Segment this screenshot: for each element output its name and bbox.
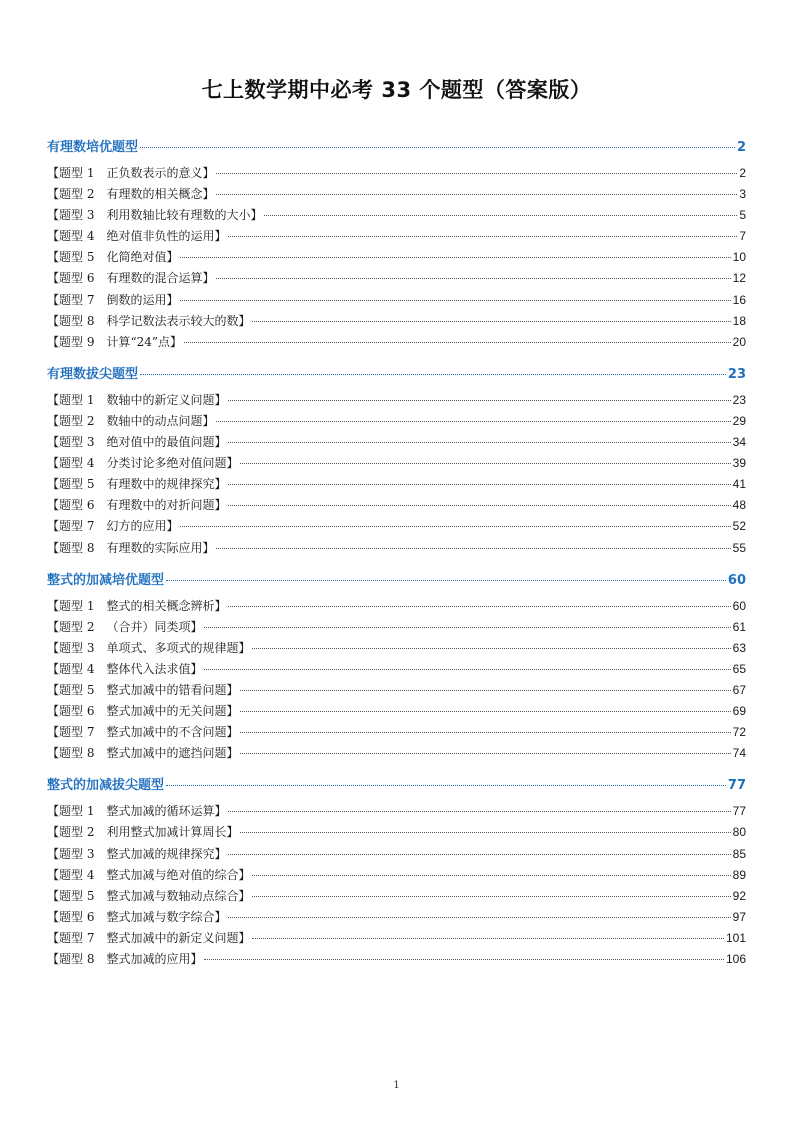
spacer (94, 435, 106, 449)
toc-item[interactable] (47, 496, 746, 517)
toc-item-label: 【题型 2 (47, 825, 95, 840)
toc-item-text: 计算“24”点】 (106, 334, 182, 349)
spacer (94, 166, 106, 180)
spacer (94, 187, 106, 201)
toc-item-label: 【题型 5 (47, 888, 95, 903)
dot-leader (228, 811, 730, 812)
dot-leader (204, 627, 730, 628)
toc-item-page: 7 (739, 229, 746, 244)
toc-item-label: 【题型 4 (47, 867, 95, 882)
toc-item-page: 5 (739, 208, 746, 223)
dot-leader (240, 711, 730, 712)
spacer (94, 314, 106, 328)
toc-item[interactable] (47, 227, 746, 248)
toc-item-text: 有理数的相关概念】 (106, 187, 215, 202)
toc-item-text: 整式加减与数字综合】 (106, 909, 227, 924)
toc-item[interactable] (47, 618, 746, 639)
toc-item-text: 整式加减中的遮挡问题】 (106, 746, 239, 761)
toc-item-page: 72 (732, 725, 746, 740)
spacer (94, 498, 106, 512)
spacer (94, 889, 106, 903)
spacer (94, 804, 106, 818)
toc-item-label: 【题型 4 (47, 229, 95, 244)
toc-item-text: 化简绝对值】 (106, 250, 179, 265)
toc-item[interactable] (47, 887, 746, 908)
toc-item-label: 【题型 2 (47, 413, 95, 428)
toc-item[interactable] (47, 929, 746, 950)
toc-item[interactable] (47, 723, 746, 744)
toc-item-page: 16 (732, 292, 746, 307)
spacer (94, 868, 106, 882)
toc-item[interactable] (47, 164, 746, 185)
toc-item-page: 77 (732, 804, 746, 819)
toc-item-page: 85 (732, 846, 746, 861)
dot-leader (228, 606, 730, 607)
toc-item-label: 【题型 8 (47, 540, 95, 555)
toc-section-title: 整式的加减培优题型 (47, 572, 165, 588)
toc-item-page: 34 (732, 435, 746, 450)
spacer (94, 456, 106, 470)
toc-item-text: 有理数中的对折问题】 (106, 498, 227, 513)
toc-item-page: 97 (732, 909, 746, 924)
spacer (94, 662, 106, 676)
toc-item-text: 科学记数法表示较大的数】 (106, 313, 251, 328)
dot-leader (240, 753, 730, 754)
toc-item-label: 【题型 5 (47, 250, 95, 265)
dot-leader (216, 548, 730, 549)
spacer (94, 293, 106, 307)
dot-leader (204, 959, 724, 960)
toc-item-page: 89 (732, 867, 746, 882)
toc-item-text: 数轴中的动点问题】 (106, 413, 215, 428)
dot-leader (216, 278, 730, 279)
toc-item-text: 整式加减的循环运算】 (106, 804, 227, 819)
toc-item-text: 数轴中的新定义问题】 (106, 392, 227, 407)
toc-item-text: 单项式、多项式的规律题】 (106, 640, 251, 655)
spacer (94, 746, 106, 760)
toc-item-label: 【题型 1 (47, 598, 95, 613)
toc-item[interactable] (47, 333, 746, 354)
toc-item-page: 12 (732, 271, 746, 286)
toc-item-label: 【题型 2 (47, 187, 95, 202)
spacer (94, 952, 106, 966)
toc-item-text: 有理数的实际应用】 (106, 540, 215, 555)
toc-section-page: 60 (727, 572, 746, 588)
toc-section-title: 有理数培优题型 (47, 140, 139, 155)
toc-item-page: 29 (732, 413, 746, 428)
toc-item-page: 55 (732, 540, 746, 555)
toc-item[interactable] (47, 866, 746, 887)
toc-item-label: 【题型 3 (47, 208, 95, 223)
spacer (94, 271, 106, 285)
spacer (94, 641, 106, 655)
toc-item-page: 65 (732, 661, 746, 676)
toc-item-text: 整式加减的规律探究】 (106, 846, 227, 861)
toc-item[interactable] (47, 517, 746, 538)
toc-item-label: 【题型 1 (47, 804, 95, 819)
toc-item-label: 【题型 7 (47, 930, 95, 945)
dot-leader (228, 442, 730, 443)
toc-item-text: 分类讨论多绝对值问题】 (106, 456, 239, 471)
dot-leader (228, 505, 730, 506)
toc-item-text: 整式加减中的新定义问题】 (106, 930, 251, 945)
dot-leader (140, 147, 735, 148)
toc-item[interactable] (47, 681, 746, 702)
spacer (94, 847, 106, 861)
toc-item-label: 【题型 8 (47, 746, 95, 761)
dot-leader (264, 215, 737, 216)
page-number: 1 (393, 1080, 400, 1091)
toc-item-label: 【题型 7 (47, 292, 95, 307)
dot-leader (240, 463, 730, 464)
toc-section-page: 77 (727, 778, 746, 794)
toc-item-page: 60 (732, 598, 746, 613)
toc-item[interactable] (47, 412, 746, 433)
spacer (94, 208, 106, 222)
toc-item-label: 【题型 5 (47, 477, 95, 492)
toc-item-label: 【题型 4 (47, 456, 95, 471)
dot-leader (180, 257, 730, 258)
toc-item-label: 【题型 6 (47, 704, 95, 719)
spacer (94, 825, 106, 839)
dot-leader (252, 321, 730, 322)
toc-section-heading[interactable] (47, 136, 746, 158)
toc-item[interactable] (47, 639, 746, 660)
dot-leader (240, 832, 730, 833)
toc-item-page: 20 (732, 334, 746, 349)
toc-item-page: 10 (732, 250, 746, 265)
toc-item-label: 【题型 4 (47, 661, 95, 676)
toc-item[interactable] (47, 185, 746, 206)
toc-item[interactable] (47, 475, 746, 496)
toc-item-page: 48 (732, 498, 746, 513)
spacer (94, 683, 106, 697)
toc-item-label: 【题型 1 (47, 392, 95, 407)
toc-item-label: 【题型 6 (47, 909, 95, 924)
toc-item-text: 整式的相关概念辨析】 (106, 598, 227, 613)
toc-item-page: 3 (739, 187, 746, 202)
toc-item[interactable] (47, 206, 746, 227)
toc-item-label: 【题型 6 (47, 498, 95, 513)
spacer (94, 910, 106, 924)
toc-item[interactable] (47, 950, 746, 971)
toc-item-text: 绝对值非负性的运用】 (106, 229, 227, 244)
toc-item-list (47, 597, 746, 766)
toc-item-text: 整式加减与数轴动点综合】 (106, 888, 251, 903)
dot-leader (228, 917, 730, 918)
toc-item-label: 【题型 3 (47, 435, 95, 450)
document-title: 七上数学期中必考 33 个题型（答案版） (201, 78, 592, 102)
dot-leader (252, 648, 730, 649)
toc-item-text: 绝对值中的最值问题】 (106, 435, 227, 450)
toc-item[interactable] (47, 597, 746, 618)
toc-item-page: 106 (725, 952, 746, 966)
dot-leader (252, 875, 730, 876)
toc-item-page: 80 (732, 825, 746, 840)
toc-section-page: 23 (727, 366, 746, 382)
toc-item[interactable] (47, 802, 746, 823)
toc-item[interactable] (47, 433, 746, 454)
dot-leader (228, 236, 737, 237)
toc-section-heading[interactable] (47, 774, 746, 796)
spacer (94, 599, 106, 613)
toc-item-text: 有理数的混合运算】 (106, 271, 215, 286)
toc-item-text: 利用数轴比较有理数的大小】 (106, 208, 263, 223)
toc-item-text: 整式加减中的无关问题】 (106, 704, 239, 719)
toc-item[interactable] (47, 454, 746, 475)
spacer (94, 519, 106, 533)
toc-section-heading[interactable] (47, 363, 746, 385)
dot-leader (140, 374, 726, 375)
toc-item-text: 正负数表示的意义】 (106, 166, 215, 180)
dot-leader (216, 421, 730, 422)
dot-leader (216, 194, 737, 195)
toc-item-text: 倒数的运用】 (106, 292, 179, 307)
dot-leader (252, 938, 724, 939)
toc-item-label: 【题型 7 (47, 519, 95, 534)
toc-item[interactable] (47, 391, 746, 412)
dot-leader (228, 484, 730, 485)
spacer (94, 393, 106, 407)
dot-leader (228, 400, 730, 401)
toc-item-label: 【题型 3 (47, 640, 95, 655)
toc-item-text: 整式加减的应用】 (106, 952, 203, 966)
toc-item-page: 74 (732, 746, 746, 761)
dot-leader (184, 342, 731, 343)
toc-item-label: 【题型 8 (47, 952, 95, 966)
toc-item-page: 18 (732, 313, 746, 328)
toc-item-page: 52 (732, 519, 746, 534)
toc-item-page: 23 (732, 392, 746, 407)
dot-leader (240, 732, 730, 733)
toc-section-title: 有理数拔尖题型 (47, 366, 139, 382)
spacer (94, 620, 106, 634)
toc-item-label: 【题型 8 (47, 313, 95, 328)
toc-item-text: 幻方的应用】 (106, 519, 179, 534)
toc-item-page: 61 (732, 619, 746, 634)
toc-item-page: 41 (732, 477, 746, 492)
toc-item-label: 【题型 3 (47, 846, 95, 861)
toc-item-page: 2 (739, 166, 746, 180)
spacer (94, 541, 106, 555)
toc-item-text: （合并）同类项】 (106, 619, 203, 634)
spacer (94, 725, 106, 739)
toc-item-page: 67 (732, 682, 746, 697)
toc-item-label: 【题型 1 (47, 166, 95, 180)
toc-item-label: 【题型 2 (47, 619, 95, 634)
dot-leader (228, 854, 730, 855)
toc-item-page: 39 (732, 456, 746, 471)
toc-item-list (47, 391, 746, 560)
toc-item-list (47, 164, 746, 354)
dot-leader (180, 526, 730, 527)
toc-item-label: 【题型 5 (47, 682, 95, 697)
toc-item[interactable] (47, 269, 746, 290)
spacer (94, 931, 106, 945)
table-of-contents (47, 136, 746, 971)
toc-item-page: 69 (732, 704, 746, 719)
dot-leader (204, 669, 730, 670)
toc-item-label: 【题型 7 (47, 725, 95, 740)
toc-section-title: 整式的加减拔尖题型 (47, 778, 165, 794)
toc-item[interactable] (47, 539, 746, 560)
dot-leader (216, 173, 737, 174)
toc-item[interactable] (47, 291, 746, 312)
spacer (94, 704, 106, 718)
dot-leader (240, 690, 730, 691)
toc-item[interactable] (47, 660, 746, 681)
toc-item[interactable] (47, 823, 746, 844)
toc-item-text: 利用整式加减计算周长】 (106, 825, 239, 840)
toc-item-label: 【题型 6 (47, 271, 95, 286)
dot-leader (180, 300, 730, 301)
toc-item-page: 92 (732, 888, 746, 903)
toc-section-page: 2 (736, 140, 746, 155)
toc-item-label: 【题型 9 (47, 334, 95, 349)
toc-item-text: 有理数中的规律探究】 (106, 477, 227, 492)
spacer (94, 250, 106, 264)
toc-item-text: 整体代入法求值】 (106, 661, 203, 676)
toc-item-page: 63 (732, 640, 746, 655)
spacer (94, 477, 106, 491)
spacer (94, 414, 106, 428)
dot-leader (252, 896, 730, 897)
spacer (94, 335, 106, 349)
toc-item[interactable] (47, 744, 746, 765)
toc-item[interactable] (47, 312, 746, 333)
spacer (94, 229, 106, 243)
toc-item-text: 整式加减中的错看问题】 (106, 682, 239, 697)
dot-leader (166, 580, 726, 581)
toc-item[interactable] (47, 248, 746, 269)
toc-item-text: 整式加减与绝对值的综合】 (106, 867, 251, 882)
toc-item[interactable] (47, 908, 746, 929)
dot-leader (166, 785, 726, 786)
toc-item[interactable] (47, 845, 746, 866)
toc-item-text: 整式加减中的不含问题】 (106, 725, 239, 740)
toc-item[interactable] (47, 702, 746, 723)
toc-section-heading[interactable] (47, 569, 746, 591)
toc-item-list (47, 802, 746, 971)
toc-item-page: 101 (725, 930, 746, 945)
